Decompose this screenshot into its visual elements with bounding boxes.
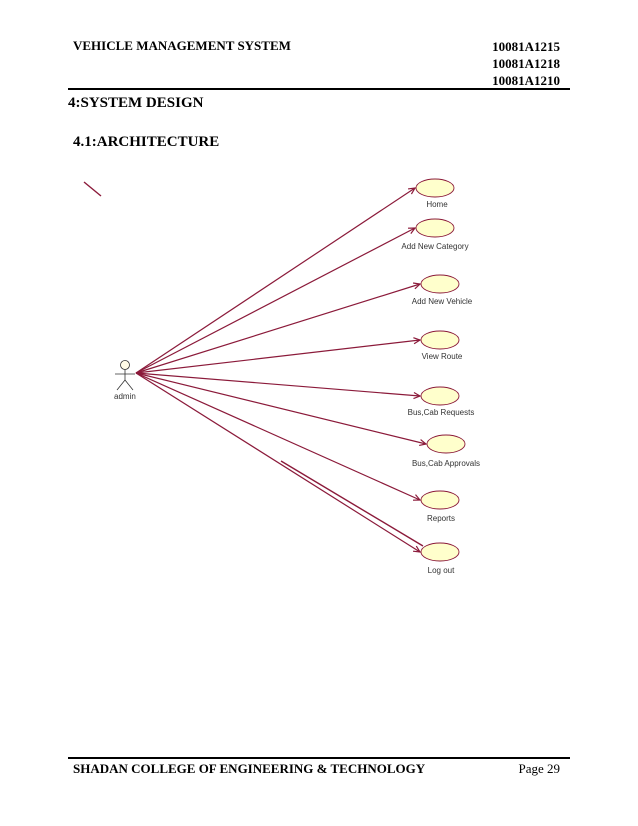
- footer-college: SHADAN COLLEGE OF ENGINEERING & TECHNOLOGY: [73, 761, 426, 776]
- stray-mark: [281, 461, 423, 546]
- association-line: [136, 228, 415, 373]
- header-id: 10081A1218: [492, 56, 560, 71]
- association-lines: [136, 188, 426, 552]
- use-case-label: Home: [426, 200, 448, 209]
- use-case-ellipse: [416, 179, 454, 197]
- use-case-label: Log out: [427, 566, 455, 575]
- actor-figure: [115, 361, 135, 391]
- association-arrowhead: [413, 546, 420, 552]
- association-line: [136, 373, 426, 444]
- use-case-ellipse: [416, 219, 454, 237]
- header-title: VEHICLE MANAGEMENT SYSTEM: [73, 38, 291, 53]
- association-line: [136, 284, 420, 373]
- use-case-ellipse: [421, 491, 459, 509]
- header-id: 10081A1210: [492, 73, 560, 88]
- use-case-ellipse: [421, 543, 459, 561]
- use-case-group: [401, 179, 480, 575]
- use-case-label: Add New Vehicle: [411, 297, 473, 306]
- use-case-label: Bus,Cab Requests: [407, 408, 475, 417]
- footer-divider: [68, 757, 570, 759]
- subsection-title: 4.1:ARCHITECTURE: [73, 134, 220, 150]
- use-case-ellipse: [421, 387, 459, 405]
- stray-mark: [84, 182, 101, 196]
- section-title: 4:SYSTEM DESIGN: [68, 95, 204, 111]
- use-case-ellipse: [421, 331, 459, 349]
- association-line: [136, 373, 420, 552]
- use-case-label: Add New Category: [401, 242, 469, 251]
- header-id: 10081A1215: [492, 39, 560, 54]
- use-case-ellipse: [421, 275, 459, 293]
- use-case-label: Reports: [426, 514, 456, 523]
- footer-page: Page 29: [518, 761, 560, 776]
- use-case-label: View Route: [421, 352, 463, 361]
- use-case-ellipse: [427, 435, 465, 453]
- use-case-label: Bus,Cab Approvals: [411, 459, 481, 468]
- actor-label: admin: [114, 392, 136, 401]
